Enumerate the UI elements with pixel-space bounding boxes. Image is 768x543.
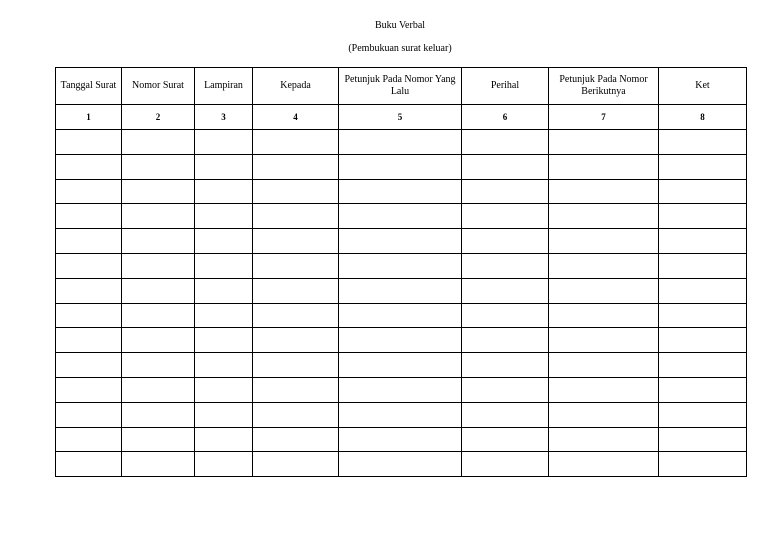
table-cell <box>253 278 339 303</box>
table-cell <box>253 303 339 328</box>
column-header-lampiran: Lampiran <box>195 68 253 105</box>
table-cell <box>195 253 253 278</box>
table-cell <box>122 303 195 328</box>
table-cell <box>549 427 659 452</box>
table-cell <box>253 229 339 254</box>
table-cell <box>549 303 659 328</box>
table-cell <box>339 130 462 155</box>
table-cell <box>122 229 195 254</box>
table-row <box>56 328 747 353</box>
table-row <box>56 154 747 179</box>
table-cell <box>253 353 339 378</box>
table-cell <box>549 229 659 254</box>
table-cell <box>462 253 549 278</box>
table-row <box>56 402 747 427</box>
table-cell <box>339 328 462 353</box>
table-cell <box>659 328 747 353</box>
table-cell <box>462 427 549 452</box>
table-cell <box>462 204 549 229</box>
table-cell <box>659 278 747 303</box>
column-header-petunjuk-berikutnya: Petunjuk Pada Nomor Berikutnya <box>549 68 659 105</box>
table-cell <box>195 402 253 427</box>
table-cell <box>659 427 747 452</box>
table-cell <box>549 253 659 278</box>
table-cell <box>56 154 122 179</box>
table-cell <box>195 229 253 254</box>
table-cell <box>339 427 462 452</box>
column-header-nomor-surat: Nomor Surat <box>122 68 195 105</box>
table-cell <box>195 328 253 353</box>
table-cell <box>56 377 122 402</box>
table-cell <box>253 130 339 155</box>
table-cell <box>339 278 462 303</box>
table-cell <box>122 402 195 427</box>
table-cell <box>253 427 339 452</box>
table-row <box>56 377 747 402</box>
table-row <box>56 353 747 378</box>
table-cell <box>253 179 339 204</box>
table-cell <box>195 278 253 303</box>
table-cell <box>195 154 253 179</box>
table-cell <box>56 402 122 427</box>
table-cell <box>253 253 339 278</box>
column-number-row <box>56 105 747 130</box>
table-cell <box>462 154 549 179</box>
table-cell <box>195 452 253 477</box>
table-cell <box>549 179 659 204</box>
table-cell <box>659 402 747 427</box>
table-row <box>56 179 747 204</box>
table-cell <box>659 204 747 229</box>
table-cell <box>339 179 462 204</box>
table-cell <box>462 303 549 328</box>
table-cell <box>122 204 195 229</box>
table-cell <box>195 130 253 155</box>
column-header-petunjuk-lalu: Petunjuk Pada Nomor Yang Lalu <box>339 68 462 105</box>
table-cell <box>195 303 253 328</box>
table-cell <box>122 427 195 452</box>
table-cell <box>56 278 122 303</box>
table-cell <box>549 402 659 427</box>
table-cell <box>56 452 122 477</box>
table-cell <box>122 253 195 278</box>
column-number: 1 <box>56 105 122 130</box>
table-cell <box>549 278 659 303</box>
table-cell <box>56 253 122 278</box>
table-cell <box>339 452 462 477</box>
table-cell <box>659 130 747 155</box>
table-cell <box>462 377 549 402</box>
table-cell <box>195 377 253 402</box>
table-cell <box>253 377 339 402</box>
table-cell <box>339 154 462 179</box>
table-cell <box>195 179 253 204</box>
table-cell <box>253 154 339 179</box>
table-cell <box>56 353 122 378</box>
table-cell <box>195 353 253 378</box>
table-body <box>56 130 747 477</box>
table-cell <box>122 130 195 155</box>
table-cell <box>56 427 122 452</box>
table-cell <box>195 204 253 229</box>
header-row <box>56 68 747 105</box>
document-title: Buku Verbal <box>374 20 426 31</box>
column-number: 8 <box>659 105 747 130</box>
table-cell <box>549 377 659 402</box>
table-cell <box>56 229 122 254</box>
table-cell <box>549 353 659 378</box>
column-number: 4 <box>253 105 339 130</box>
column-header-perihal: Perihal <box>462 68 549 105</box>
table-cell <box>462 402 549 427</box>
table-cell <box>549 154 659 179</box>
table-row <box>56 427 747 452</box>
table-cell <box>195 427 253 452</box>
table-cell <box>549 328 659 353</box>
table-cell <box>659 179 747 204</box>
table-cell <box>253 402 339 427</box>
column-header-kepada: Kepada <box>253 68 339 105</box>
table-row <box>56 130 747 155</box>
column-number: 7 <box>549 105 659 130</box>
table-cell <box>659 303 747 328</box>
table-cell <box>56 130 122 155</box>
table-cell <box>462 353 549 378</box>
table-row <box>56 229 747 254</box>
table-cell <box>659 353 747 378</box>
table-row <box>56 253 747 278</box>
column-number: 2 <box>122 105 195 130</box>
table-row <box>56 204 747 229</box>
table-cell <box>56 303 122 328</box>
table-cell <box>659 377 747 402</box>
table-cell <box>659 253 747 278</box>
table-cell <box>339 402 462 427</box>
table-cell <box>253 328 339 353</box>
table-cell <box>659 452 747 477</box>
table-cell <box>339 377 462 402</box>
table-cell <box>56 204 122 229</box>
table-cell <box>253 204 339 229</box>
column-number: 6 <box>462 105 549 130</box>
table-cell <box>122 328 195 353</box>
column-number: 5 <box>339 105 462 130</box>
table-cell <box>339 253 462 278</box>
table-cell <box>462 328 549 353</box>
table-row <box>56 303 747 328</box>
table-cell <box>549 452 659 477</box>
column-header-tanggal-surat: Tanggal Surat <box>56 68 122 105</box>
table-cell <box>549 204 659 229</box>
table-row <box>56 278 747 303</box>
table-cell <box>122 179 195 204</box>
column-header-ket: Ket <box>659 68 747 105</box>
table-cell <box>253 452 339 477</box>
table-cell <box>659 229 747 254</box>
table-cell <box>122 278 195 303</box>
table-cell <box>659 154 747 179</box>
table-cell <box>122 154 195 179</box>
table-cell <box>549 130 659 155</box>
table-cell <box>339 204 462 229</box>
table-cell <box>122 377 195 402</box>
table-row <box>56 452 747 477</box>
table-cell <box>122 452 195 477</box>
column-number: 3 <box>195 105 253 130</box>
table-cell <box>122 353 195 378</box>
table-cell <box>339 353 462 378</box>
table-cell <box>56 179 122 204</box>
table-cell <box>462 179 549 204</box>
verbal-register-table <box>55 67 747 477</box>
document-subtitle: (Pembukuan surat keluar) <box>348 43 452 54</box>
table-cell <box>462 452 549 477</box>
table-cell <box>339 229 462 254</box>
table-cell <box>462 130 549 155</box>
table-cell <box>339 303 462 328</box>
table-cell <box>462 278 549 303</box>
table-cell <box>56 328 122 353</box>
table-cell <box>462 229 549 254</box>
